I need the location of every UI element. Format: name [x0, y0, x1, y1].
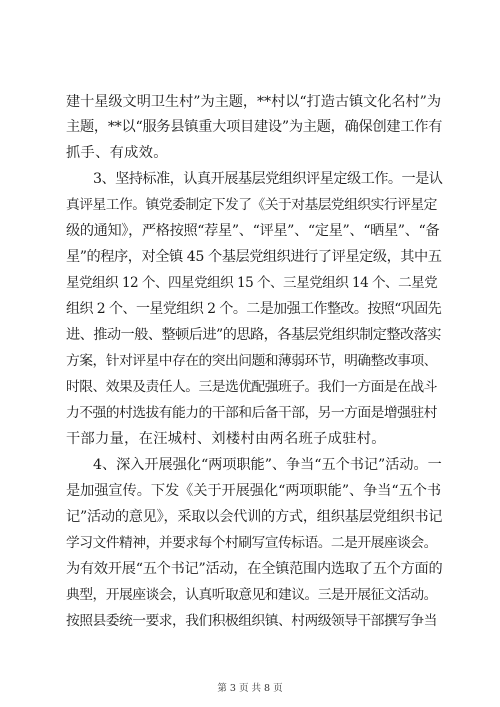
text-line: 真评星工作。镇党委制定下发了《关于对基层党组织实行评星定: [66, 197, 437, 213]
text-line: 级的通知》，严格按照“荐星”、“评星”、“定星”、“晒星”、“备: [66, 223, 440, 239]
text-line: 组织 2 个、一星党组织 2 个。二是加强工作整改。按照“巩固先: [66, 301, 442, 317]
text-line: 时限、效果及责任人。三是选优配强班子。我们一方面是在战斗: [66, 379, 437, 395]
text-line: 星”的程序，对全镇 45 个基层党组织进行了评星定级，其中五: [66, 249, 442, 265]
text-line: 主题，**以“服务县镇重大项目建设”为主题，确保创建工作有: [66, 119, 443, 135]
text-line: 建十星级文明卫生村”为主题，**村以“打造古镇文化名村”为: [66, 94, 441, 110]
text-line: 为有效开展“五个书记”活动，在全镇范围内选取了五个方面的: [66, 561, 443, 577]
text-line: 是加强宣传。下发《关于开展强化“两项职能”、争当“五个书: [66, 483, 442, 499]
text-line: 学习文件精神，并要求每个村刷写宣传标语。二是开展座谈会。: [66, 535, 437, 551]
text-line: 按照县委统一要求，我们积极组织镇、村两级领导干部撰写争当: [66, 613, 437, 629]
text-line: 记”活动的意见》，采取以会代训的方式，组织基层党组织书记: [66, 509, 443, 525]
text-line: 3、坚持标准，认真开展基层党组织评星定级工作。一是认: [93, 171, 443, 187]
text-line: 抓手、有成效。: [66, 145, 168, 161]
text-line: 4、深入开展强化“两项职能”、争当“五个书记”活动。一: [93, 457, 442, 473]
text-line: 干部力量，在汪城村、刘楼村由两名班子成驻村。: [66, 431, 386, 447]
text-line: 方案，针对评星中存在的突出问题和薄弱环节，明确整改事项、: [66, 353, 437, 369]
text-line: 星党组织 12 个、四星党组织 15 个、三星党组织 14 个、二星党: [66, 275, 438, 291]
text-line: 进、推动一般、整顿后进”的思路，各基层党组织制定整改落实: [66, 327, 441, 343]
page-number-footer: 第 3 页 共 8 页: [217, 683, 283, 694]
text-line: 力不强的村选拔有能力的干部和后备干部，另一方面是增强驻村: [66, 405, 437, 421]
text-line: 典型，开展座谈会，认真听取意见和建议。三是开展征文活动。: [66, 587, 437, 603]
